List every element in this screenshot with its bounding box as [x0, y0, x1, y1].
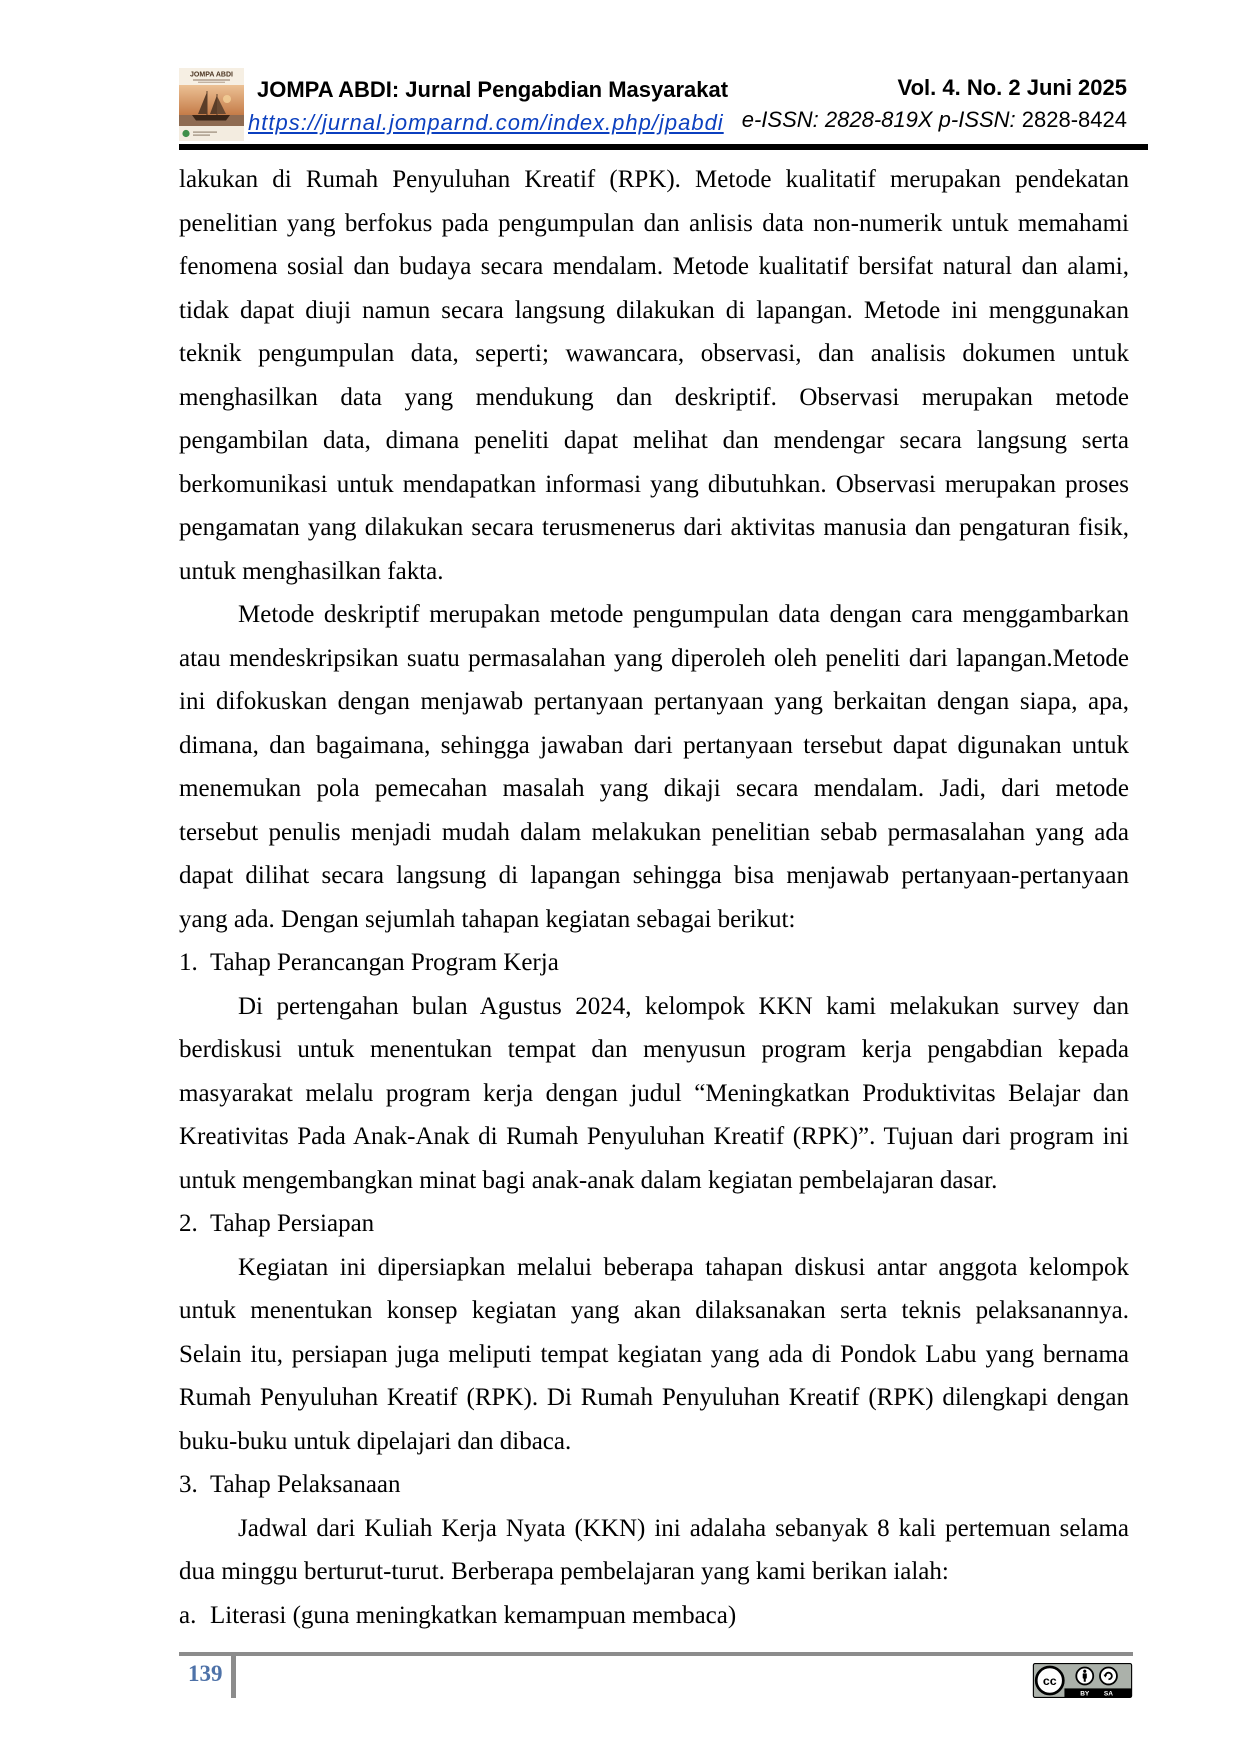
paragraph-line: Kreativitas Pada Anak-Anak di Rumah Penyuluhan Kreatif (RPK)”. Tujuan dari program ini: [179, 1123, 1129, 1150]
by-label: BY: [1080, 1690, 1090, 1698]
paragraph-line: untuk menghasilkan fakta.: [179, 557, 444, 585]
step-heading: [179, 1463, 1129, 1507]
paragraph-line: Jadwal dari Kuliah Kerja Nyata (KKN) ini adalaha sebanyak 8 kali pertemuan selama: [238, 1514, 1129, 1542]
paragraph-line: buku-buku untuk dipelajari dan dibaca.: [179, 1427, 572, 1455]
step-heading: [179, 1202, 1129, 1246]
share-alike-icon: [1100, 1668, 1117, 1685]
issn-numbers: [742, 107, 1127, 133]
paragraph-line: pengambilan data, dimana peneliti dapat melihat dan mendengar secara langsung serta: [179, 427, 1129, 454]
step-number: 2.: [179, 1210, 198, 1237]
paragraph-line: teknik pengumpulan data, seperti; wawancara, observasi, dan analisis dokumen untuk: [179, 340, 1129, 367]
cc-logo-text: cc: [1042, 1673, 1057, 1688]
paragraph-line: Di pertengahan bulan Agustus 2024, kelompok KKN kami melakukan survey dan: [238, 992, 1129, 1020]
paragraph-line: berdiskusi untuk menentukan tempat dan menyusun program kerja pengabdian kepada: [179, 1036, 1129, 1063]
attribution-icon: [1076, 1668, 1093, 1685]
step-title: Tahap Persiapan: [210, 1210, 375, 1237]
header-rule: [179, 144, 1148, 150]
cover-title: JOMPA ABDI: [190, 71, 233, 79]
footer-divider-bar: [231, 1654, 236, 1698]
sub-item-letter: a.: [179, 1601, 197, 1629]
step-number: 3.: [179, 1471, 198, 1498]
paragraph-line: tersebut penulis menjadi mudah dalam melakukan penelitian sebab permasalahan yang ada: [179, 818, 1129, 846]
cc-by-sa-license-badge: [1032, 1663, 1133, 1698]
paragraph-line: Metode deskriptif merupakan metode pengumpulan data dengan cara menggambarkan: [238, 601, 1129, 628]
paragraph-line: dimana, dan bagaimana, sehingga jawaban dari pertanyaan tersebut dapat digunakan untuk: [179, 731, 1129, 759]
paragraph-line: fenomena sosial dan budaya secara mendalam. Metode kualitatif bersifat natural dan alami,: [179, 253, 1129, 280]
paragraph-line: tidak dapat diuji namun secara langsung dilakukan di lapangan. Metode ini menggunakan: [179, 296, 1129, 324]
paragraph: [179, 985, 1129, 1203]
paragraph: [179, 593, 1129, 941]
paragraph-line: Selain itu, persiapan juga meliputi tempat kegiatan yang ada di Pondok Labu yang bernama: [179, 1340, 1129, 1368]
pissn-value: 2828-8424: [1021, 107, 1127, 132]
paragraph-line: lakukan di Rumah Penyuluhan Kreatif (RPK). Metode kualitatif merupakan pendekatan: [179, 166, 1129, 193]
paragraph-line: dapat dilihat secara langsung di lapangan sehingga bisa menjawab pertanyaan-pertanyaan: [179, 862, 1129, 889]
paragraph-line: ini difokuskan dengan menjawab pertanyaan pertanyaan yang berkaitan dengan siapa, apa,: [179, 688, 1129, 715]
volume-issue: Vol. 4. No. 2 Juni 2025: [897, 75, 1127, 100]
sub-item-heading: [179, 1594, 1129, 1638]
paragraph-line: Kegiatan ini dipersiapkan melalui beberapa tahapan diskusi antar anggota kelompok: [238, 1253, 1129, 1281]
paragraph-line: menghasilkan data yang mendukung dan deskriptif. Observasi merupakan metode: [179, 383, 1129, 411]
paragraph-line: untuk mengembangkan minat bagi anak-anak dalam kegiatan pembelajaran dasar.: [179, 1166, 998, 1194]
step-heading: [179, 941, 1129, 985]
paragraph-line: berkomunikasi untuk mendapatkan informasi yang dibutuhkan. Observasi merupakan proses: [179, 470, 1129, 498]
page-number: 139: [188, 1661, 223, 1686]
sub-item-title: Literasi (guna meningkatkan kemampuan membaca): [210, 1601, 737, 1629]
footer-rule: [179, 1652, 1133, 1656]
paragraph: [179, 158, 1129, 593]
paragraph-line: menemukan pola pemecahan masalah yang dikaji secara mendalam. Jadi, dari metode: [179, 775, 1129, 802]
journal-url-link[interactable]: https://jurnal.jomparnd.com/index.php/jpabdi: [248, 110, 724, 135]
article-body: [179, 158, 1129, 1637]
sa-label: SA: [1103, 1690, 1114, 1698]
step-title: Tahap Perancangan Program Kerja: [210, 949, 559, 976]
creative-commons-icon: [1036, 1667, 1063, 1694]
paragraph-line: pengamatan yang dilakukan secara terusmenerus dari aktivitas manusia dan pengaturan fisik,: [179, 514, 1129, 541]
journal-cover-logo: [179, 68, 244, 141]
paragraph-line: atau mendeskripsikan suatu permasalahan yang diperoleh oleh peneliti dari lapangan.Metode: [179, 644, 1129, 672]
paragraph: [179, 1507, 1129, 1594]
paragraph-line: penelitian yang berfokus pada pengumpulan dan anlisis data non-numerik untuk memahami: [179, 209, 1129, 237]
paragraph-line: Rumah Penyuluhan Kreatif (RPK). Di Rumah Penyuluhan Kreatif (RPK) dilengkapi dengan: [179, 1384, 1129, 1411]
paragraph-line: masyarakat melalu program kerja dengan judul “Meningkatkan Produktivitas Belajar dan: [179, 1079, 1129, 1107]
paragraph-line: yang ada. Dengan sejumlah tahapan kegiatan sebagai berikut:: [179, 905, 796, 933]
paragraph-line: untuk menentukan konsep kegiatan yang akan dilaksanakan serta teknis pelaksanannya.: [179, 1297, 1129, 1324]
eissn-label: e-ISSN: 2828-819X p-ISSN:: [741, 107, 1022, 132]
journal-title: JOMPA ABDI: Jurnal Pengabdian Masyarakat: [257, 77, 729, 102]
step-number: 1.: [179, 949, 198, 976]
paragraph-line: dua minggu berturut-turut. Berberapa pembelajaran yang kami berikan ialah:: [179, 1558, 949, 1585]
paragraph: [179, 1246, 1129, 1464]
step-title: Tahap Pelaksanaan: [210, 1471, 401, 1498]
